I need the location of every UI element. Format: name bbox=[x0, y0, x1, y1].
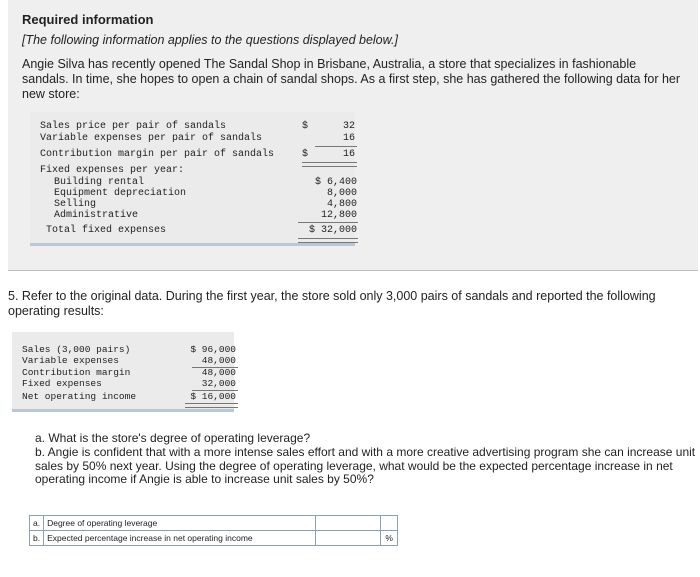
row-selling-label: Selling bbox=[54, 199, 97, 210]
answer-row-a bbox=[30, 516, 398, 531]
answer-label-dol: Degree of operating leverage bbox=[44, 516, 316, 531]
answer-suffix bbox=[381, 516, 398, 531]
required-info-title: Required information bbox=[22, 12, 154, 27]
answer-letter: a. bbox=[30, 516, 44, 531]
result-row-variable-label: Variable expenses bbox=[22, 355, 119, 366]
row-sales-price-label: Sales price per pair of sandals bbox=[40, 121, 227, 132]
row-selling-value: 4,800 bbox=[326, 199, 357, 210]
required-info-subtitle: [The following information applies to the questions displayed below.] bbox=[22, 33, 398, 47]
row-variable-expenses-value: 16 bbox=[342, 133, 355, 144]
double-underline bbox=[302, 162, 357, 167]
answer-label-percent-increase: Expected percentage increase in net operating income bbox=[44, 531, 316, 546]
row-sales-price-dollar: $ bbox=[302, 121, 309, 132]
result-row-sales-value: $ 96,000 bbox=[190, 344, 236, 355]
row-contribution-margin-label: Contribution margin per pair of sandals bbox=[40, 149, 275, 160]
row-fixed-expenses-heading: Fixed expenses per year: bbox=[40, 165, 185, 176]
result-row-fixed-label: Fixed expenses bbox=[22, 378, 102, 389]
double-underline bbox=[185, 403, 238, 408]
intro-paragraph: Angie Silva has recently opened The Sandal Shop in Brisbane, Australia, a store that specializes in fashionable sandals. In time, she hopes to open a chain of sandal shops. As a first step, she has gathered the following data for her new store: bbox=[22, 57, 681, 101]
row-contribution-margin-dollar: $ bbox=[302, 149, 309, 160]
underline bbox=[315, 146, 357, 147]
question-a-text: a. What is the store's degree of operating leverage? bbox=[35, 431, 311, 445]
table-bottom-bar bbox=[12, 409, 234, 412]
answer-table bbox=[29, 515, 398, 546]
result-row-variable-value: 48,000 bbox=[201, 355, 236, 366]
result-row-contribution-value: 48,000 bbox=[201, 367, 236, 378]
percent-suffix: % bbox=[381, 531, 398, 546]
result-row-contribution-label: Contribution margin bbox=[22, 367, 131, 378]
question-5-text: 5. Refer to the original data. During the first year, the store sold only 3,000 pairs of sandals and reported the following operating results: bbox=[8, 289, 656, 318]
result-row-fixed-value: 32,000 bbox=[201, 378, 236, 389]
row-administrative-label: Administrative bbox=[54, 210, 139, 221]
dol-answer-input[interactable] bbox=[316, 516, 381, 531]
row-equipment-depreciation-value: 8,000 bbox=[326, 188, 357, 199]
percent-increase-answer-input[interactable] bbox=[316, 531, 381, 546]
result-row-net-income-value: $ 16,000 bbox=[190, 391, 236, 402]
row-contribution-margin-value: 16 bbox=[342, 149, 355, 160]
table-bottom-bar bbox=[30, 243, 355, 246]
operating-results-table bbox=[12, 332, 234, 412]
row-administrative-value: 12,800 bbox=[320, 210, 357, 221]
row-building-rental-label: Building rental bbox=[54, 177, 145, 188]
row-variable-expenses-label: Variable expenses per pair of sandals bbox=[40, 133, 263, 144]
row-equipment-depreciation-label: Equipment depreciation bbox=[54, 188, 187, 199]
answer-row-b bbox=[30, 531, 398, 546]
underline bbox=[298, 222, 358, 223]
result-row-sales-label: Sales (3,000 pairs) bbox=[22, 344, 131, 355]
answer-letter: b. bbox=[30, 531, 44, 546]
result-row-net-income-label: Net operating income bbox=[22, 391, 137, 402]
row-total-fixed-label: Total fixed expenses bbox=[46, 225, 167, 236]
sandal-data-table bbox=[30, 112, 355, 246]
question-b-text: b. Angie is confident that with a more intense sales effort and with a more creative advertising program she can increase unit sales by 50% next year. Using the degree of operating leverage, what would be the expected percentage increase in net operating income if Angie is able to increase unit sales by 50%? bbox=[35, 445, 696, 486]
row-building-rental-value: $ 6,400 bbox=[314, 177, 357, 188]
row-total-fixed-value: $ 32,000 bbox=[308, 225, 357, 236]
row-sales-price-value: 32 bbox=[342, 121, 355, 132]
